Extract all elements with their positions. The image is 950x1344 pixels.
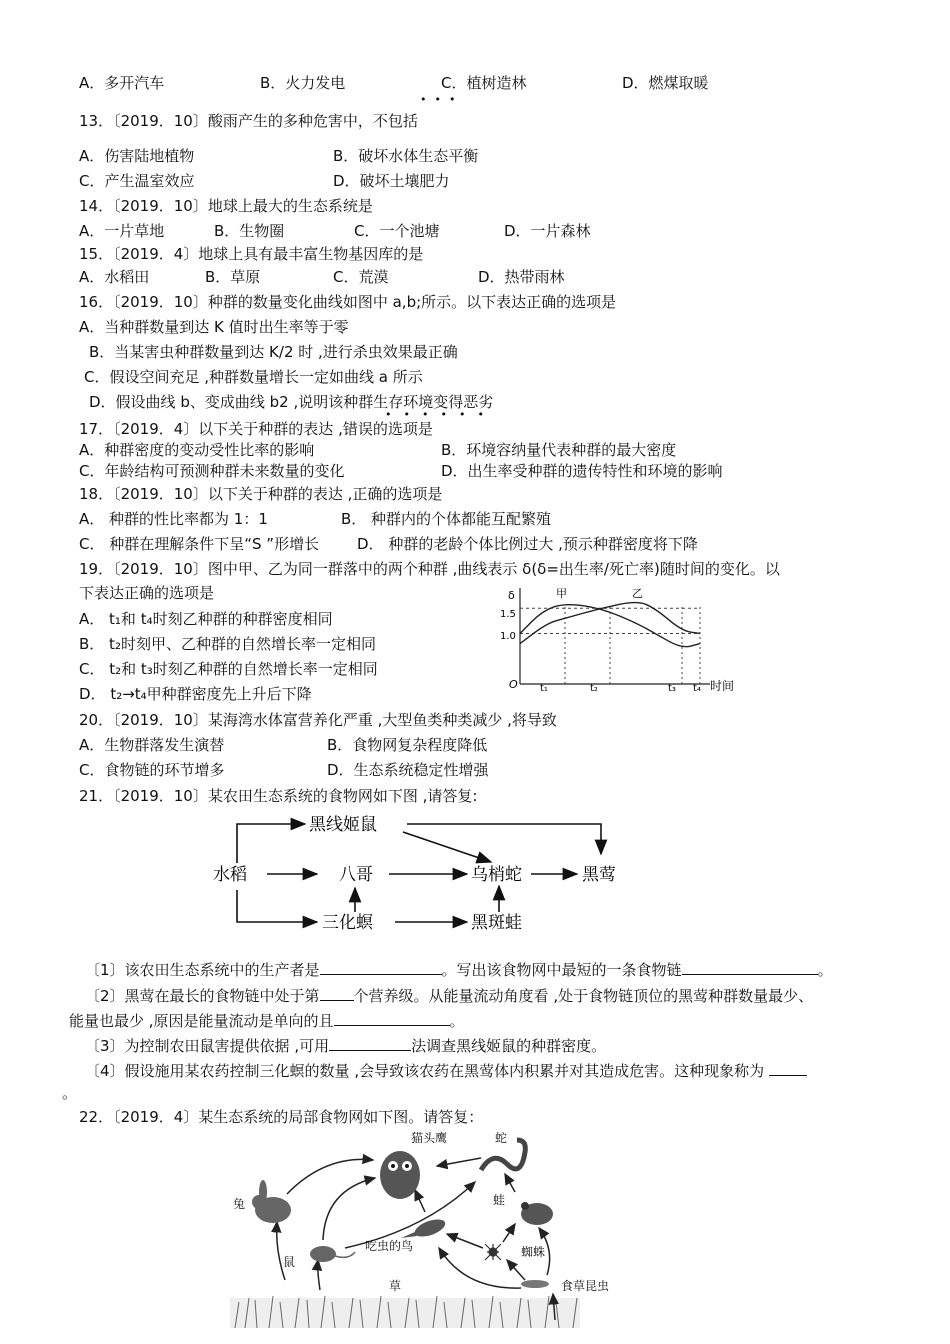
q13-option-b: B．破坏水体生态平衡 xyxy=(333,147,479,165)
q13-stem: 13．〔2019．10〕酸雨产生的多种危害中，不包括 xyxy=(79,112,418,130)
q20-option-b: B．食物网复杂程度降低 xyxy=(327,736,488,754)
series-line-0 xyxy=(520,605,700,647)
q21-part1-text-c: 。 xyxy=(817,961,833,979)
emphasis-dots: •••••• xyxy=(385,408,496,421)
q13-option-a: A．伤害陆地植物 xyxy=(79,147,195,165)
q15-option-b: B．草原 xyxy=(205,268,261,286)
q14-option-c: C．一个池塘 xyxy=(354,222,440,240)
q22-stem: 22．〔2019．4〕某生态系统的局部食物网如下图。请答复： xyxy=(79,1108,484,1126)
arrow-spider-frog xyxy=(503,1224,515,1242)
label-frog: 蛙 xyxy=(493,1193,506,1207)
frog-icon xyxy=(521,1202,553,1225)
series-label-jia: 甲 xyxy=(556,587,567,600)
q18-option-c: C． 种群在理解条件下呈“S ”形增长 xyxy=(79,535,320,553)
q21-part3-blank[interactable] xyxy=(329,1035,411,1051)
insect-icon xyxy=(521,1280,549,1288)
q12-option-c: C．植树造林 xyxy=(441,74,527,92)
q14-option-d: D．一片森林 xyxy=(504,222,591,240)
label-bird: 吃虫的鸟 xyxy=(365,1239,414,1253)
arrow-insect-bird xyxy=(439,1248,521,1288)
q21-stem: 21．〔2019．10〕某农田生态系统的食物网如下图 ,请答复: xyxy=(79,787,478,805)
q21-part1-text-b: 。写出该食物网中最短的一条食物链 xyxy=(441,961,682,979)
q19-stem-line2: 下表达正确的选项是 xyxy=(79,584,215,602)
q21-part3 xyxy=(85,1035,606,1056)
q21-part1-text-a: 〔1〕该农田生态系统中的生产者是 xyxy=(85,961,320,979)
q20-option-d: D．生态系统稳定性增强 xyxy=(327,761,489,779)
node-myna: 八哥 xyxy=(339,865,373,885)
q21-part3-text-a: 〔3〕为控制农田鼠害提供依据 ,可用 xyxy=(85,1037,330,1055)
x-axis-label: 时间 xyxy=(710,679,735,693)
q17-stem: 17．〔2019．4〕以下关于种群的表达 ,错误的选项是 xyxy=(79,420,433,438)
q15-option-d: D．热带雨林 xyxy=(478,268,565,286)
label-insect: 食草昆虫 xyxy=(561,1279,610,1293)
q21-part2-text-b: 个营养级。从能量流动角度看 ,处于食物链顶位的黑莺种群数量最少、 xyxy=(353,987,814,1005)
arrow-grass-mouse xyxy=(318,1260,320,1290)
q19-option-d: D． t₂→t₄甲种群密度先上升后下降 xyxy=(79,685,312,703)
arrow-rabbit-owl xyxy=(287,1159,373,1194)
q17-option-a: A．种群密度的变动受性比率的影响 xyxy=(79,441,315,459)
grass-strip xyxy=(230,1296,580,1328)
emphasis-dots: ••• xyxy=(420,93,464,106)
q19-stem-line1: 19．〔2019．10〕图中甲、乙为同一群落中的两个种群 ,曲线表示 δ(δ=出生率/死亡率)随时间的变化。以 xyxy=(79,560,780,578)
q19-option-a: A． t₁和 t₄时刻乙种群的种群密度相同 xyxy=(79,610,333,628)
origin-label: O xyxy=(509,678,518,691)
x-tick-t2: t₂ xyxy=(590,683,598,694)
q14-option-a: A．一片草地 xyxy=(79,222,165,240)
q18-option-d: D． 种群的老龄个体比例过大 ,预示种群密度将下降 xyxy=(357,535,698,553)
label-spider: 蜘蛛 xyxy=(521,1245,546,1259)
q12-option-b: B．火力发电 xyxy=(260,74,346,92)
q21-part1-blank-1[interactable] xyxy=(320,959,442,975)
arrow-rice-borer xyxy=(237,890,317,922)
arrow-mouse-owl xyxy=(323,1178,375,1240)
q18-stem: 18．〔2019．10〕以下关于种群的表达 ,正确的选项是 xyxy=(79,485,443,503)
arrow-mouse-kite xyxy=(407,824,601,854)
owl-icon xyxy=(380,1151,420,1199)
q17-option-d: D．出生率受种群的遗传特性和环境的影响 xyxy=(441,462,723,480)
q21-part4 xyxy=(85,1060,807,1081)
q17-option-b: B．环境容纳量代表种群的最大密度 xyxy=(441,441,677,459)
node-rice: 水稻 xyxy=(213,865,247,885)
arrow-spider-bird xyxy=(447,1234,483,1248)
x-tick-t4: t₄ xyxy=(693,683,701,694)
q20-stem: 20．〔2019．10〕某海湾水体富营养化严重 ,大型鱼类种类减少 ,将导致 xyxy=(79,711,557,729)
spider-icon xyxy=(485,1244,501,1260)
q16-stem: 16．〔2019．10〕种群的数量变化曲线如图中 a,b;所示。以下表达正确的选项是 xyxy=(79,293,617,311)
q21-part3-text-b: 法调查黑线姬鼠的种群密度。 xyxy=(411,1037,607,1055)
arrow-rice-mouse xyxy=(237,824,305,863)
q21-part1-blank-2[interactable] xyxy=(682,959,818,975)
arrow-frog-snake xyxy=(505,1174,515,1192)
q19-option-b: B． t₂时刻甲、乙种群的自然增长率一定相同 xyxy=(79,635,376,653)
y-axis-label: δ xyxy=(508,589,515,602)
q15-option-c: C．荒漠 xyxy=(333,268,389,286)
rabbit-icon xyxy=(252,1180,291,1223)
food-web-diagram-2 xyxy=(225,1130,625,1330)
label-grass: 草 xyxy=(389,1279,402,1293)
q13-option-c: C．产生温室效应 xyxy=(79,172,195,190)
q20-option-c: C．食物链的环节增多 xyxy=(79,761,225,779)
node-kite: 黑莺 xyxy=(582,865,616,885)
q21-part4-end: 。 xyxy=(62,1084,78,1102)
q16-option-a: A．当种群数量到达 K 值时出生率等于零 xyxy=(79,318,349,336)
series-label-yi: 乙 xyxy=(632,587,643,600)
q16-option-d: D．假设曲线 b、变成曲线 b2 ,说明该种群生存环境变得恶劣 xyxy=(89,393,494,411)
node-borer: 三化螟 xyxy=(322,913,373,933)
q21-part2 xyxy=(85,985,813,1006)
q14-stem: 14．〔2019．10〕地球上最大的生态系统是 xyxy=(79,197,373,215)
q21-part4-blank[interactable] xyxy=(769,1060,807,1076)
q21-part2-cont xyxy=(69,1010,465,1031)
delta-chart xyxy=(500,582,750,694)
label-mouse: 鼠 xyxy=(283,1255,296,1269)
q15-stem: 15．〔2019．4〕地球上具有最丰富生物基因库的是 xyxy=(79,245,424,263)
q21-part2-text-a: 〔2〕黑莺在最长的食物链中处于第 xyxy=(85,987,320,1005)
q21-part2-text-d: 。 xyxy=(449,1012,465,1030)
node-mouse: 黑线姬鼠 xyxy=(309,815,377,835)
q21-part1 xyxy=(85,959,833,980)
q21-part2-blank-2[interactable] xyxy=(334,1010,450,1026)
arrow-mouse-snake xyxy=(403,832,491,862)
food-web-diagram-1 xyxy=(205,808,645,943)
label-rabbit: 兔 xyxy=(233,1197,246,1211)
y-tick-1-5: 1.5 xyxy=(500,609,516,620)
q19-option-c: C． t₂和 t₃时刻乙种群的自然增长率一定相同 xyxy=(79,660,378,678)
q16-option-c: C．假设空间充足 ,种群数量增长一定如曲线 a 所示 xyxy=(84,368,423,386)
q12-option-d: D．燃煤取暖 xyxy=(622,74,709,92)
x-tick-t1: t₁ xyxy=(540,683,548,694)
y-tick-1-0: 1.0 xyxy=(500,631,516,642)
label-snake: 蛇 xyxy=(495,1131,508,1145)
label-owl: 猫头鹰 xyxy=(411,1131,448,1145)
q16-option-b: B．当某害虫种群数量到达 K/2 时 ,进行杀虫效果最正确 xyxy=(89,343,458,361)
q13-option-d: D．破坏土壤肥力 xyxy=(333,172,450,190)
q18-option-a: A． 种群的性比率都为 1：1 xyxy=(79,510,268,528)
arrow-grass-rabbit xyxy=(277,1222,285,1280)
q20-option-a: A．生物群落发生演替 xyxy=(79,736,225,754)
arrow-insect-spider xyxy=(507,1260,525,1280)
q14-option-b: B．生物圈 xyxy=(214,222,285,240)
node-frog: 黑斑蛙 xyxy=(471,913,522,933)
arrow-bird-owl xyxy=(415,1190,425,1212)
q15-option-a: A．水稻田 xyxy=(79,268,150,286)
q18-option-b: B． 种群内的个体都能互配繁殖 xyxy=(341,510,552,528)
q21-part4-text-a: 〔4〕假设施用某农药控制三化螟的数量 ,会导致该农药在黑莺体内积累并对其造成危害。这种现象称为 xyxy=(85,1062,765,1080)
node-snake: 乌梢蛇 xyxy=(471,865,522,885)
q12-option-a: A．多开汽车 xyxy=(79,74,165,92)
arrow-snake-owl xyxy=(437,1158,481,1166)
mouse-icon xyxy=(310,1246,355,1262)
q17-option-c: C．年龄结构可预测种群未来数量的变化 xyxy=(79,462,345,480)
q21-part2-blank-1[interactable] xyxy=(320,985,354,1001)
q21-part2-text-c: 能量也最少 ,原因是能量流动是单向的且 xyxy=(69,1012,334,1030)
x-tick-t3: t₃ xyxy=(668,683,676,694)
